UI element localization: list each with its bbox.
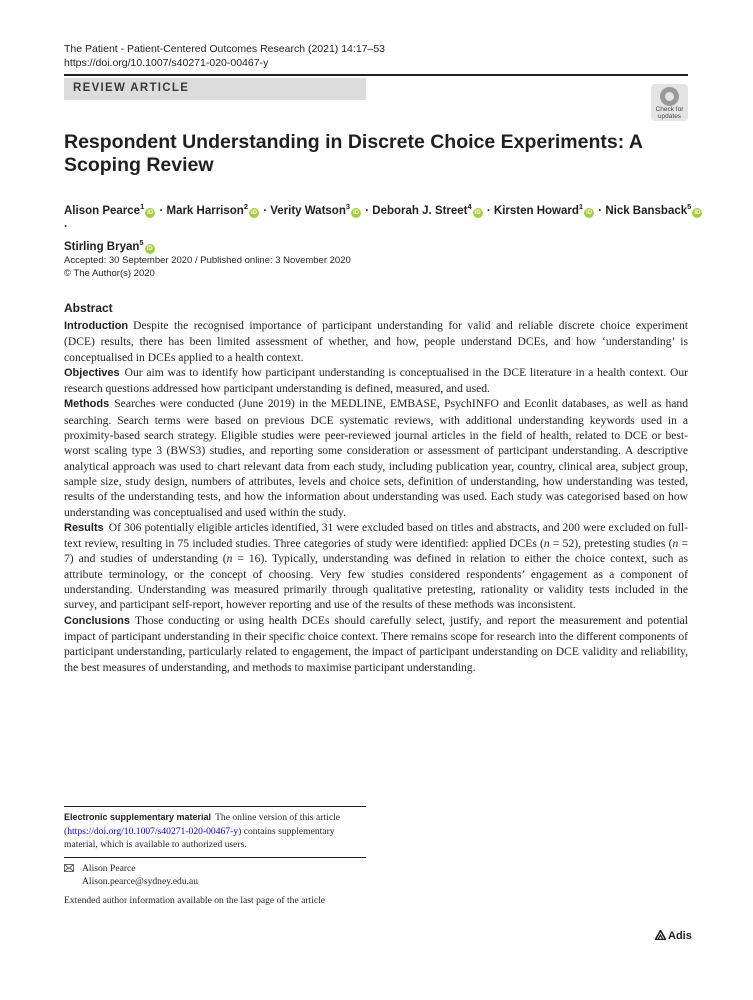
author-affiliation: 5 (139, 237, 144, 247)
section-text: Our aim was to identify how participant understanding is conceptualised in the DCE literature in a health context. Our research questions addressed how participant understanding is defined, measured, and used. (64, 365, 688, 396)
orcid-icon[interactable]: iD (353, 209, 360, 216)
orcid-icon[interactable]: iD (474, 209, 481, 216)
author-name[interactable]: Deborah J. Street (372, 204, 468, 217)
section-label: Introduction (64, 320, 129, 332)
section-text: Searches were conducted (June 2019) in the MEDLINE, EMBASE, PsychINFO and Econlit databases, as well as hand searching. Search terms were based on previous DCE systematic reviews, with additional understanding keywords used in a proximity-based search strategy. Eligible studies were peer-reviewed journal articles in the field of health, related to DCE or best-worst scaling type 3 (BWS3) studies, and reporting some consideration or assessment of participant understanding. A descriptive analytical approach was used to chart relevant data from each study, including publication year, country, clinical area, subject group, sample size, study design, numbers of attributes, levels and choice sets, definition of understanding, how understanding was tested, results of the understanding tests, and how the information about understanding was used. Each study was categorised based on how understanding was conceptualised and used within the study. (64, 397, 688, 519)
supplementary-note (64, 811, 366, 852)
orcid-icon[interactable]: iD (146, 245, 153, 252)
corresponding-author-name: Alison Pearce (82, 863, 136, 874)
author-name[interactable]: Nick Bansback (605, 204, 688, 217)
abstract-body (64, 318, 688, 675)
footnote-rule (64, 857, 366, 858)
article-doi[interactable]: https://doi.org/10.1007/s40271-020-00467-y (64, 57, 269, 69)
abstract-heading: Abstract (64, 301, 113, 315)
publisher-name: Adis (668, 930, 692, 942)
abstract-methods (64, 396, 688, 519)
orcid-icon[interactable]: iD (694, 209, 701, 216)
section-text: = 7) and studies of understanding ( (64, 537, 689, 566)
supplementary-link[interactable]: https://doi.org/10.1007/s40271-020-00467-y (67, 825, 239, 837)
italic-n: n (226, 552, 233, 566)
section-text: = 16). Typically, understanding was defined in relation to either the choice context, such as attribute terminology, or the concept of choosing. Very few studies considered respondents’ engagement as a component of understanding. Understanding was measured primarily through qualitative pretesting, rationality or validity tests included in the survey, and participant self-report, however reporting and use of the results of these methods was inconsistent. (64, 552, 688, 612)
supplementary-label: Electronic supplementary material (64, 812, 212, 822)
abstract-objectives (64, 365, 688, 397)
corresponding-author-email[interactable]: Alison.pearce@sydney.edu.au (82, 876, 199, 887)
author-affiliation: 5 (687, 202, 692, 211)
supplementary-text: The online version of this article ( (64, 812, 341, 837)
section-text: Of 306 potentially eligible articles identified, 31 were excluded based on titles and abstracts, and 200 were excluded on full-text review, resulting in 75 included studies. Three categories of study were identified: applied DCEs ( (64, 520, 688, 551)
section-text: = 52), pretesting studies ( (549, 537, 673, 551)
author-affiliation: 2 (243, 202, 248, 211)
section-text: Despite the recognised importance of participant understanding for valid and reliable discrete choice experiment (DCE) results, there has been limited assessment of whether, and how, people understand DCEs, and how ‘understanding’ is conceptualised in DCEs applied to a health context. (64, 319, 688, 364)
abstract-conclusions (64, 613, 688, 675)
author-list: Alison Pearce$^1$iD · Mark Harrison$^2$iD · Verity Watson$^3$iD · Deborah J. Street$^4$iD · Kirsten Howard$^1$iD · Nick Bansback$^5$iD · Stirling Bryan$^5$iD (64, 202, 701, 253)
extended-info-note: Extended author information available on the last page of the article (64, 895, 326, 906)
header-rule (64, 74, 688, 76)
author-affiliation: 1 (140, 202, 145, 211)
copyright-notice: © The Author(s) 2020 (64, 268, 155, 279)
author-name[interactable]: Mark Harrison (166, 204, 244, 217)
supplementary-text: ) contains supplementary material, which is available to authorized users. (64, 825, 335, 850)
section-label: Objectives (64, 366, 120, 379)
footnote-rule (64, 806, 366, 807)
author-name[interactable]: Kirsten Howard (493, 204, 579, 217)
author-name[interactable]: Alison Pearce (64, 204, 141, 217)
author-name[interactable]: Stirling Bryan (64, 240, 140, 253)
author-affiliation: 4 (467, 202, 472, 211)
orcid-icon[interactable]: iD (586, 209, 593, 216)
article-title: Respondent Understanding in Discrete Choice Experiments: A Scoping Review (64, 131, 643, 176)
author-affiliation: 1 (578, 202, 584, 211)
author-name[interactable]: Verity Watson (270, 204, 346, 217)
crossmark-label: Check for updates (655, 106, 684, 120)
italic-n: n (543, 537, 550, 551)
crossmark-badge[interactable] (651, 84, 688, 121)
section-label: Conclusions (64, 614, 131, 627)
publication-dates: Accepted: 30 September 2020 / Published online: 3 November 2020 (64, 255, 351, 266)
article-type-label: REVIEW ARTICLE (73, 82, 190, 94)
abstract-results (64, 520, 688, 613)
crossmark-icon (660, 87, 679, 106)
envelope-icon (64, 864, 74, 872)
abstract-introduction (64, 318, 688, 365)
journal-citation: The Patient - Patient-Centered Outcomes Research (2021) 14:17–53 (64, 43, 386, 55)
section-label: Methods (64, 398, 110, 411)
adis-logo-icon (655, 930, 666, 940)
section-label: Results (64, 521, 104, 534)
orcid-icon[interactable]: iD (251, 209, 257, 216)
publisher-logo (655, 930, 692, 942)
section-text: Those conducting or using health DCEs should carefully select, justify, and report the measurement and potential impact of participant understanding in their specific choice context. There remains scope for research into the different components of participant understanding, particularly related to engagement, the impact of participant understanding on DCE validity and reliability, the best measures of understanding, and methods to maximise participant understanding. (64, 613, 688, 674)
author-affiliation: 3 (345, 202, 351, 211)
orcid-icon[interactable]: iD (147, 209, 154, 216)
italic-n: n (672, 537, 679, 551)
